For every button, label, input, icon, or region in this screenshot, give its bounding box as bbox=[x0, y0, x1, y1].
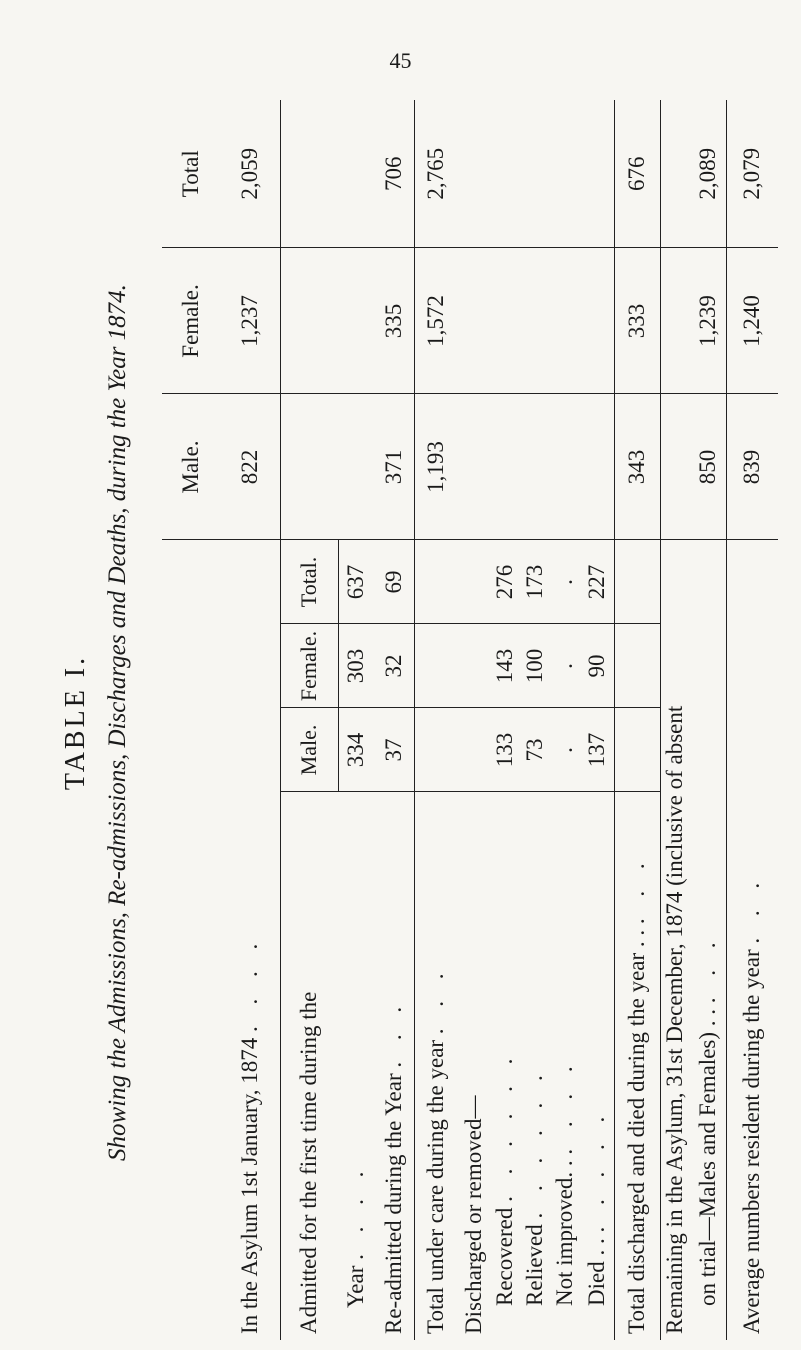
average-female: 1,240 bbox=[726, 248, 778, 394]
table-row bbox=[690, 100, 726, 1340]
admitted-first-total: 637 bbox=[338, 540, 374, 624]
row-label-average: Average numbers resident during the year . . . bbox=[739, 874, 765, 1334]
table-row bbox=[660, 100, 690, 1340]
recovered-total: 276 bbox=[490, 540, 520, 624]
table-row bbox=[520, 100, 550, 1340]
table-row bbox=[726, 100, 778, 1340]
recovered-female: 143 bbox=[490, 624, 520, 708]
table-row bbox=[338, 100, 374, 1340]
row-label-discharged: Discharged or removed— bbox=[461, 1095, 486, 1334]
header-female: Female. bbox=[162, 248, 220, 394]
in-asylum-female: 1,237 bbox=[220, 248, 280, 394]
page-number: 45 bbox=[389, 48, 412, 73]
row-label-recovered: Recovered . . . . . . bbox=[492, 1050, 517, 1306]
total-discharged-female: 333 bbox=[614, 248, 660, 394]
remaining-female: 1,239 bbox=[690, 248, 726, 394]
admitted-first-male: 334 bbox=[338, 708, 374, 792]
sub-header-female: Female. bbox=[280, 624, 338, 708]
table-row bbox=[458, 100, 490, 1340]
table-row bbox=[580, 100, 614, 1340]
admissions-table bbox=[162, 100, 778, 1340]
row-label-readmitted: Re-admitted during the Year . . . bbox=[380, 998, 406, 1334]
table-row bbox=[550, 100, 580, 1340]
relieved-female: 100 bbox=[520, 624, 550, 708]
rotated-table-sheet bbox=[60, 95, 765, 1350]
died-female: 90 bbox=[580, 624, 614, 708]
average-total: 2,079 bbox=[726, 100, 778, 248]
header-total: Total bbox=[162, 100, 220, 248]
total-care-female: 1,572 bbox=[414, 248, 458, 394]
row-label-relieved: Relieved . . . . . . bbox=[522, 1067, 547, 1306]
row-label-remaining: Remaining in the Asylum, 31st December, 1874 (inclusive of absent bbox=[662, 705, 688, 1334]
recovered-male: 133 bbox=[490, 708, 520, 792]
row-label-remaining-cont: on trial—Males and Females) . . . . . bbox=[694, 934, 720, 1306]
relieved-total: 173 bbox=[520, 540, 550, 624]
in-asylum-male: 822 bbox=[220, 394, 280, 540]
table-title: TABLE I. bbox=[60, 654, 91, 791]
remaining-total: 2,089 bbox=[690, 100, 726, 248]
admitted-first-female: 303 bbox=[338, 624, 374, 708]
table-row bbox=[490, 100, 520, 1340]
table-subtitle: Showing the Admissions, Re-admissions, Discharges and Deaths, during the Year 1874. bbox=[104, 284, 131, 1161]
not-improved-female: . bbox=[550, 624, 580, 708]
label-column-header bbox=[162, 792, 220, 1340]
not-improved-male: . bbox=[550, 708, 580, 792]
total-discharged-total: 676 bbox=[614, 100, 660, 248]
readmitted-total: 706 bbox=[374, 100, 414, 248]
table-row bbox=[374, 100, 414, 1340]
total-care-total: 2,765 bbox=[414, 100, 458, 248]
row-label-in-asylum: In the Asylum 1st January, 1874 . . . . bbox=[236, 935, 262, 1334]
sub-header-male: Male. bbox=[280, 708, 338, 792]
table-row bbox=[414, 100, 458, 1340]
remaining-male: 850 bbox=[690, 394, 726, 540]
readmitted-sub-total: 69 bbox=[374, 540, 414, 624]
not-improved-total: . bbox=[550, 540, 580, 624]
row-label-admitted-first: Admitted for the first time during the bbox=[296, 991, 322, 1334]
sub-header-spacer bbox=[162, 540, 220, 792]
sub-header-total: Total. bbox=[280, 540, 338, 624]
header-male: Male. bbox=[162, 394, 220, 540]
row-label-not-improved: Not improved. . . . . . bbox=[552, 1058, 577, 1306]
row-label-year: Year . . . . bbox=[343, 1163, 368, 1308]
row-label-died: Died . . . . . . . bbox=[583, 1108, 609, 1306]
died-total: 227 bbox=[580, 540, 614, 624]
table-row bbox=[614, 100, 660, 1340]
row-label-total-care: Total under care during the year . . . bbox=[423, 965, 449, 1334]
average-male: 839 bbox=[726, 394, 778, 540]
in-asylum-total: 2,059 bbox=[220, 100, 280, 248]
table-row bbox=[280, 100, 338, 1340]
readmitted-sub-female: 32 bbox=[374, 624, 414, 708]
readmitted-sub-male: 37 bbox=[374, 708, 414, 792]
row-label-total-discharged: Total discharged and died during the year . . . . . bbox=[624, 855, 649, 1334]
died-male: 137 bbox=[580, 708, 614, 792]
total-discharged-male: 343 bbox=[614, 394, 660, 540]
readmitted-female: 335 bbox=[374, 248, 414, 394]
readmitted-male: 371 bbox=[374, 394, 414, 540]
table-row bbox=[220, 100, 280, 1340]
total-care-male: 1,193 bbox=[414, 394, 458, 540]
relieved-male: 73 bbox=[520, 708, 550, 792]
